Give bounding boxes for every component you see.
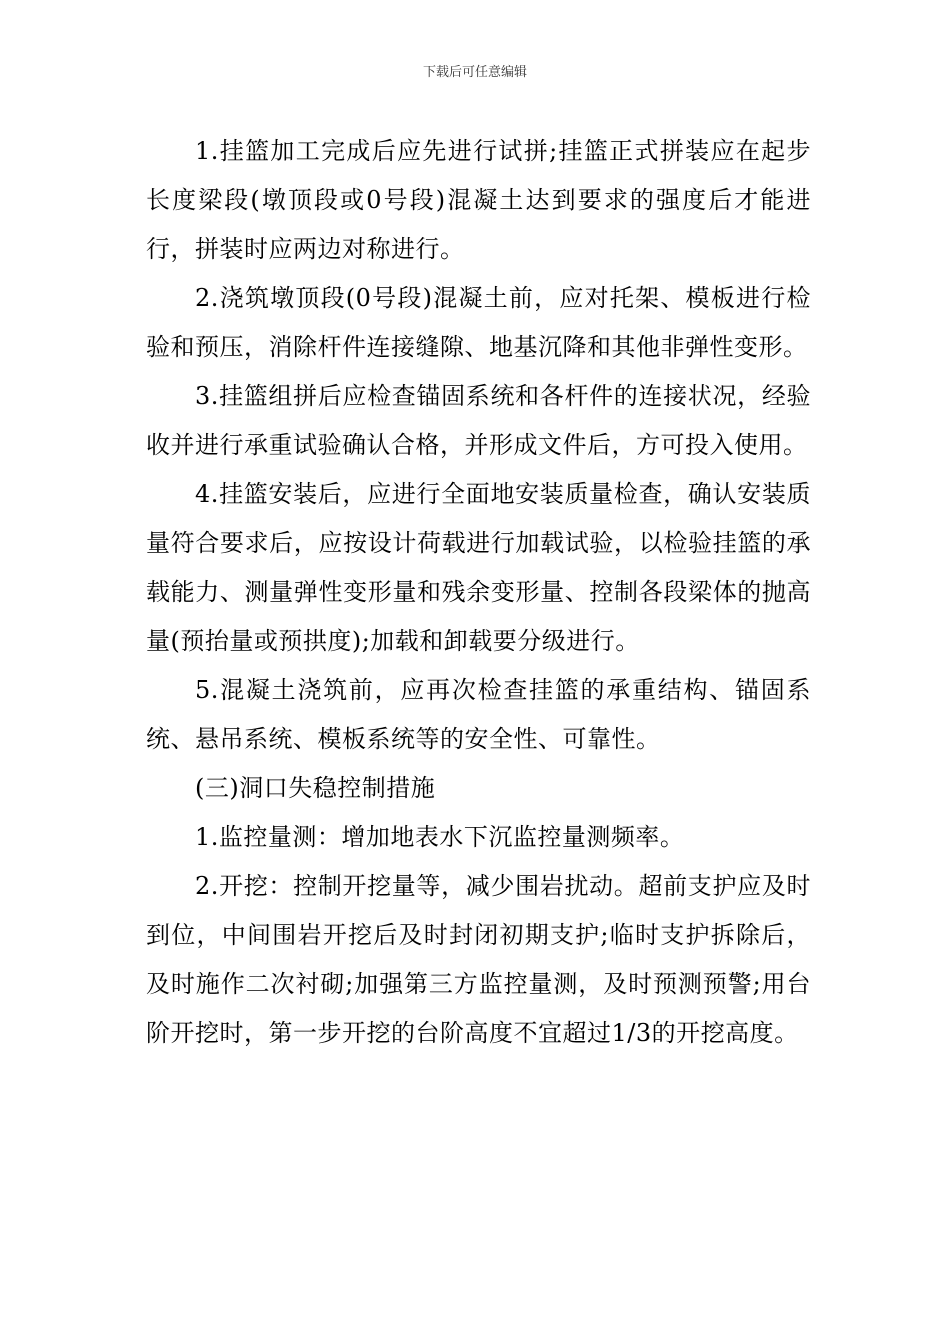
page-header: 下载后可任意编辑	[422, 65, 527, 80]
paragraph-1: 1.挂篮加工完成后应先进行试拼;挂篮正式拼装应在起步长度梁段(墩顶段或0号段)混凝土达到要求的强度后才能进行，拼装时应两边对称进行。	[146, 137, 811, 263]
section-heading: (三)洞口失稳控制措施	[195, 774, 436, 802]
paragraph-4: 4.挂篮安装后，应进行全面地安装质量检查，确认安装质量符合要求后，应按设计荷载进行加载试验，以检验挂篮的承载能力、测量弹性变形量和残余变形量、控制各段梁体的抛高量(预抬量或预拱度);加载和卸载要分级进行。	[146, 480, 811, 655]
document-body	[146, 127, 811, 1058]
paragraph-2: 2.浇筑墩顶段(0号段)混凝土前，应对托架、模板进行检验和预压，消除杆件连接缝隙、地基沉降和其他非弹性变形。	[146, 284, 811, 361]
paragraph-5: 5.混凝土浇筑前，应再次检查挂篮的承重结构、锚固系统、悬吊系统、模板系统等的安全性、可靠性。	[146, 676, 811, 753]
paragraph-7: 2.开挖：控制开挖量等，减少围岩扰动。超前支护应及时到位，中间围岩开挖后及时封闭初期支护;临时支护拆除后，及时施作二次衬砌;加强第三方监控量测，及时预测预警;用台阶开挖时，第一步开挖的台阶高度不宜超过1/3的开挖高度。	[146, 872, 811, 1047]
paragraph-3: 3.挂篮组拼后应检查锚固系统和各杆件的连接状况，经验收并进行承重试验确认合格，并形成文件后，方可投入使用。	[146, 382, 811, 459]
paragraph-6: 1.监控量测：增加地表水下沉监控量测频率。	[195, 823, 685, 851]
